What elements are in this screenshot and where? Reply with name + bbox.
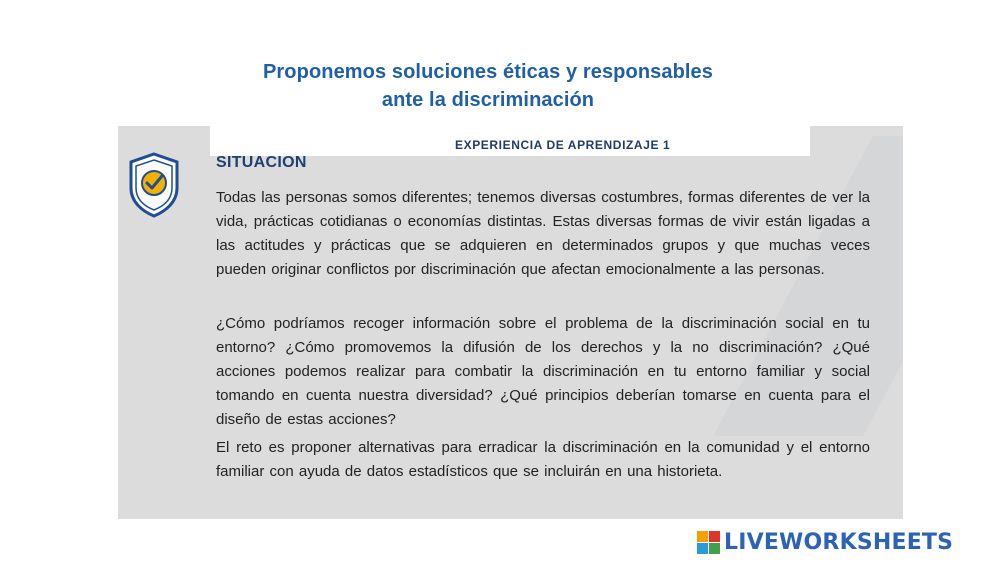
page-title-line-1: Proponemos soluciones éticas y responsables (262, 61, 713, 83)
situation-paragraph-2: ¿Cómo podríamos recoger información sobre el problema de la discriminación social en tu entorno? ¿Cómo promovemos la difusión de los derechos y la no discriminación? ¿Qué acciones podemos realizar para combatir la discriminación en tu entorno familiar y social tomando en cuenta nuestra diversidad? ¿Qué principios deberían tomarse en cuenta para el diseño de estas acciones? (216, 315, 870, 428)
liveworksheets-logo (697, 527, 953, 557)
situation-paragraph-1: Todas las personas somos diferentes; tenemos diversas costumbres, formas diferentes de ver la vida, prácticas cotidianas o economías distintas. Estas diversas formas de vivir están ligadas a las actitudes y prácticas que se adquieren en determinados grupos y que muchas veces pueden originar conflictos por discriminación que afectan emocionalmente a las personas. (216, 189, 870, 278)
brand-name: LIVEWORKSHEETS (724, 529, 954, 555)
shield-check-icon (128, 152, 180, 218)
situation-paragraph-3: El reto es proponer alternativas para erradicar la discriminación en la comunidad y el entorno familiar con ayuda de datos estadísticos que se incluirán en una historieta. (216, 439, 870, 480)
logo-blocks-icon (697, 531, 720, 554)
experience-label: EXPERIENCIA DE APRENDIZAJE 1 (455, 138, 671, 152)
page-title (150, 58, 826, 114)
section-heading: SITUACION (216, 154, 307, 171)
situation-card (118, 126, 903, 519)
page-title-line-2: ante la discriminación (381, 89, 595, 111)
card-tab (210, 126, 810, 156)
